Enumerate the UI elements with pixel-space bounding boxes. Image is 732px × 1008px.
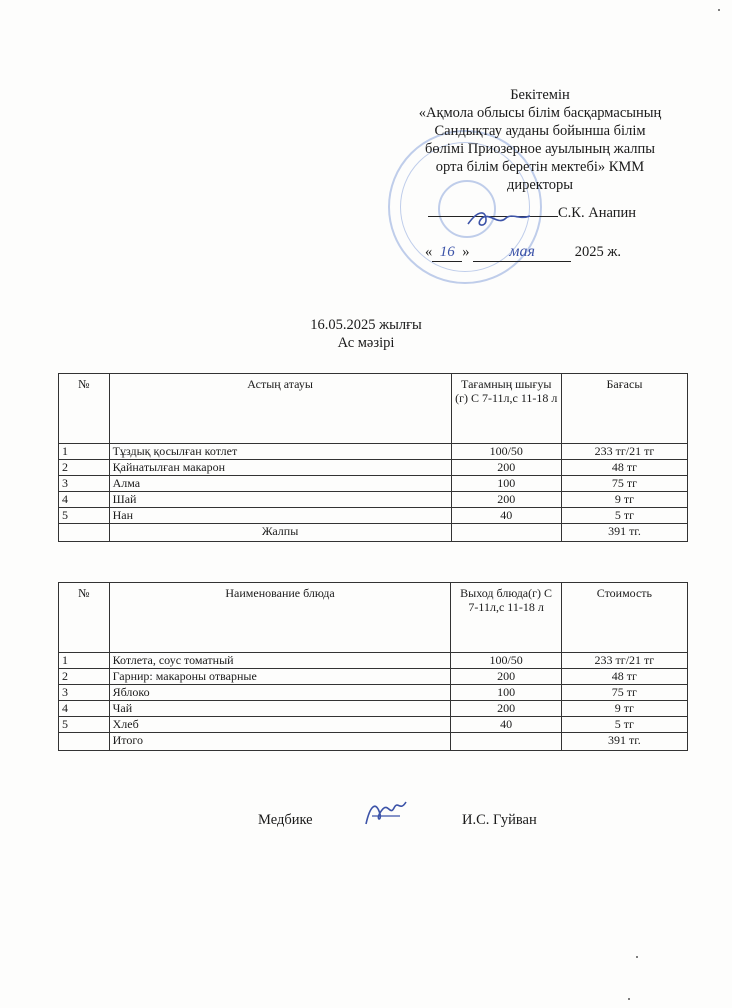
nurse-role: Медбике	[258, 812, 313, 828]
row-name: Хлеб	[109, 717, 451, 733]
row-qty: 200	[451, 701, 561, 717]
row-name: Котлета, соус томатный	[109, 653, 451, 669]
row-price: 233 тг/21 тг	[561, 444, 687, 460]
header-name: Астың атауы	[109, 374, 451, 444]
row-name: Яблоко	[109, 685, 451, 701]
table-row	[59, 508, 688, 524]
row-price: 9 тг	[561, 701, 687, 717]
row-qty: 40	[451, 508, 561, 524]
row-price: 233 тг/21 тг	[561, 653, 687, 669]
total-num-cell	[59, 733, 110, 751]
table-row	[59, 444, 688, 460]
header-qty: Выход блюда(г) С 7-11л,с 11-18 л	[451, 583, 561, 653]
header-num: №	[59, 374, 110, 444]
row-num: 4	[59, 701, 110, 717]
approval-block	[395, 86, 685, 194]
row-price: 75 тг	[561, 476, 687, 492]
row-price: 5 тг	[561, 508, 687, 524]
row-num: 3	[59, 685, 110, 701]
date-month: мая	[509, 243, 535, 260]
row-num: 5	[59, 508, 110, 524]
date-day: 16	[439, 244, 455, 260]
row-price: 48 тг	[561, 669, 687, 685]
row-qty: 100/50	[451, 444, 561, 460]
nurse-signature-icon	[360, 796, 410, 830]
row-qty: 200	[451, 669, 561, 685]
row-price: 75 тг	[561, 685, 687, 701]
table-row	[59, 460, 688, 476]
table-header-row	[59, 374, 688, 444]
row-qty: 100/50	[451, 653, 561, 669]
row-num: 1	[59, 653, 110, 669]
table-row	[59, 717, 688, 733]
table-total-row	[59, 733, 688, 751]
approval-line: «Ақмола облысы білім басқармасының	[418, 105, 662, 121]
table-header-row	[59, 583, 688, 653]
scan-speck	[636, 956, 638, 958]
row-name: Нан	[109, 508, 451, 524]
total-qty-cell	[451, 524, 561, 542]
row-name: Шай	[109, 492, 451, 508]
total-qty-cell	[451, 733, 561, 751]
table-total-row	[59, 524, 688, 542]
approval-line: Сандықтау ауданы бойынша білім	[434, 123, 646, 139]
row-num: 4	[59, 492, 110, 508]
table-row	[59, 476, 688, 492]
row-name: Қайнатылған макарон	[109, 460, 451, 476]
scan-speck	[628, 998, 630, 1000]
director-signature-icon	[464, 208, 534, 230]
row-num: 1	[59, 444, 110, 460]
director-signature-line	[428, 216, 558, 217]
header-name: Наименование блюда	[109, 583, 451, 653]
director-name: С.К. Анапин	[558, 205, 636, 221]
table-row	[59, 653, 688, 669]
row-name: Чай	[109, 701, 451, 717]
table-row	[59, 685, 688, 701]
menu-table-kz	[58, 373, 688, 542]
table-row	[59, 492, 688, 508]
row-name: Алма	[109, 476, 451, 492]
title-date: 16.05.2025 жылғы	[310, 317, 422, 333]
date-year: 2025 ж.	[574, 244, 622, 260]
table-row	[59, 701, 688, 717]
total-label: Итого	[109, 733, 451, 751]
row-name: Гарнир: макароны отварные	[109, 669, 451, 685]
approval-line: орта білім беретін мектебі» КММ	[435, 159, 645, 175]
row-num: 2	[59, 669, 110, 685]
approval-heading: Бекітемін	[510, 87, 570, 103]
row-price: 9 тг	[561, 492, 687, 508]
header-num: №	[59, 583, 110, 653]
nurse-name: И.С. Гуйван	[462, 812, 537, 828]
row-qty: 100	[451, 685, 561, 701]
row-num: 2	[59, 460, 110, 476]
total-value: 391 тг.	[561, 733, 687, 751]
row-num: 5	[59, 717, 110, 733]
director-signature-row	[428, 205, 636, 222]
title-menu: Ас мәзірі	[337, 335, 395, 351]
table-row	[59, 669, 688, 685]
header-price: Стоимость	[561, 583, 687, 653]
document-title	[0, 316, 732, 352]
row-qty: 40	[451, 717, 561, 733]
total-value: 391 тг.	[561, 524, 687, 542]
total-num-cell	[59, 524, 110, 542]
menu-table-ru	[58, 582, 688, 751]
row-qty: 200	[451, 492, 561, 508]
row-price: 5 тг	[561, 717, 687, 733]
header-qty: Тағамның шығуы (г) С 7-11л,с 11-18 л	[451, 374, 561, 444]
approval-line: бөлімі Приозерное ауылының жалпы	[425, 141, 655, 157]
approval-line: директоры	[506, 177, 574, 193]
scan-speck	[718, 9, 720, 11]
row-num: 3	[59, 476, 110, 492]
row-qty: 100	[451, 476, 561, 492]
header-price: Бағасы	[561, 374, 687, 444]
row-qty: 200	[451, 460, 561, 476]
row-price: 48 тг	[561, 460, 687, 476]
total-label: Жалпы	[109, 524, 451, 542]
approval-date-row: « 16 » мая 2025 ж.	[425, 243, 622, 260]
row-name: Тұздық қосылған котлет	[109, 444, 451, 460]
